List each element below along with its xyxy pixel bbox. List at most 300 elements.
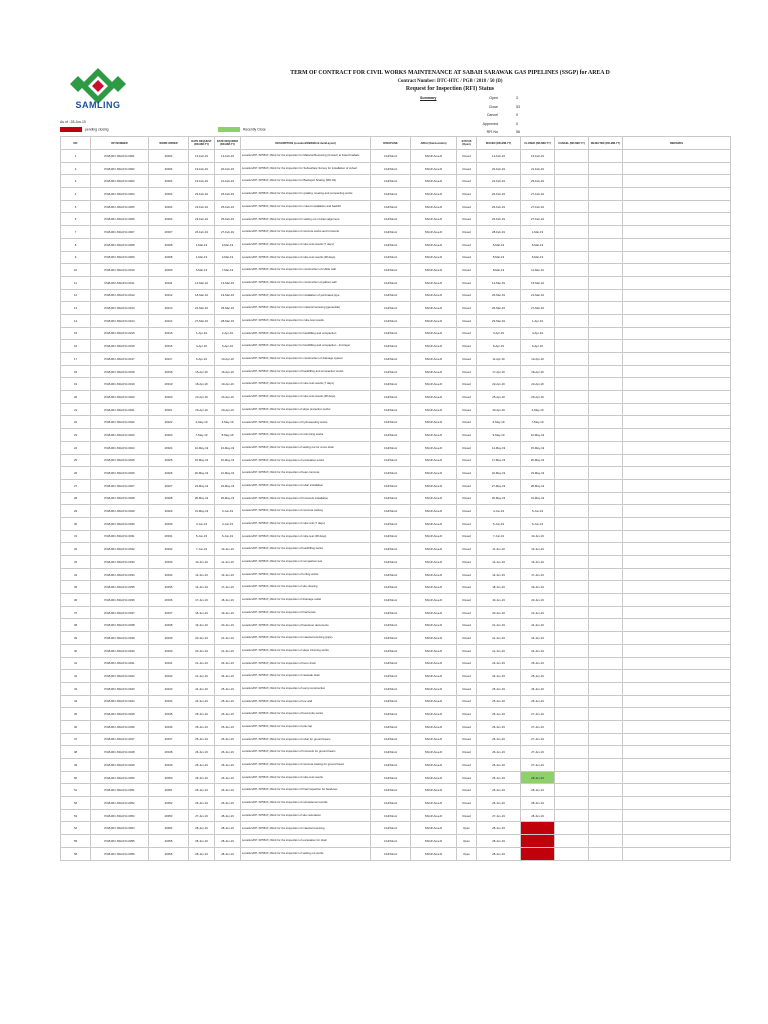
cell-desc: Location/KP: KP58.8 | Work for the inspection of hydroseeding works [241,416,371,429]
cell-desc: Location/KP: KP58.8 | Work for the inspection of cascade drain [241,670,371,683]
summary-row-label: Cancel [486,113,498,117]
cell-disc: Civil/Struct [371,175,411,188]
cell-issued: 22-Feb-19 [477,175,521,188]
cell-no: 6 [61,213,91,226]
cell-issued: 21-Jun-19 [477,632,521,645]
cell-disc: Civil/Struct [371,809,411,822]
cell-empty [623,175,731,188]
table-row [61,809,731,822]
table-row [61,391,731,404]
cell-req: 27-Jun-19 [189,809,215,822]
cell-wo: 20053 [149,809,189,822]
cell-disc: Civil/Struct [371,759,411,772]
cell-closed: 23-May-19 [521,467,555,480]
document-title: TERM OF CONTRACT FOR CIVIL WORKS MAINTENANCE AT SABAH SARAWAK GAS PIPELINES (SSGP) for AREA D [290,70,610,76]
cell-disc: Civil/Struct [371,200,411,213]
cell-req: 5-Jun-19 [189,530,215,543]
cell-no: 17 [61,353,91,366]
cell-empty [555,530,589,543]
cell-rfi: PGB-RFI-SSGP-D-0039 [91,632,149,645]
cell-rqd: 26-Jun-19 [215,733,241,746]
cell-rfi: PGB-RFI-SSGP-D-0024 [91,441,149,454]
cell-empty [623,340,731,353]
cell-no: 40 [61,644,91,657]
cell-rfi: PGB-RFI-SSGP-D-0043 [91,682,149,695]
cell-empty [555,568,589,581]
cell-wo: 20034 [149,568,189,581]
cell-wo: 20056 [149,847,189,860]
table-row [61,771,731,784]
cell-empty [623,733,731,746]
cell-status: Closed [457,441,477,454]
cell-empty [555,340,589,353]
cell-no: 19 [61,378,91,391]
summary-row [420,105,530,114]
cell-closed: 4-Apr-19 [521,327,555,340]
cell-status: Closed [457,264,477,277]
cell-req: 19-Feb-19 [189,175,215,188]
cell-empty [623,454,731,467]
cell-closed: 15-May-19 [521,441,555,454]
cell-issued: 9-May-19 [477,429,521,442]
cell-rfi: PGB-RFI-SSGP-D-0044 [91,695,149,708]
cell-issued: 14-Mar-19 [477,276,521,289]
cell-req: 31-May-19 [189,505,215,518]
cell-rfi: PGB-RFI-SSGP-D-0056 [91,847,149,860]
cell-rqd: 19-Apr-19 [215,378,241,391]
cell-desc: Location/KP: KP58.8 | Work for the inspection of toe wall [241,695,371,708]
cell-closed: 23-Apr-19 [521,378,555,391]
cell-desc: Location/KP: KP58.8 | Work for the inspection of setting out for cross drain [241,441,371,454]
cell-disc: Civil/Struct [371,289,411,302]
table-row [61,733,731,746]
column-header: NO [61,137,91,150]
cell-wo: 20009 [149,264,189,277]
cell-closed: 24-Jun-19 [521,644,555,657]
cell-desc: Location/KP: KP58.8 | Work for the inspection of pile cap [241,720,371,733]
cell-no: 27 [61,479,91,492]
cell-desc: Location/KP: KP58.8 | Work for the inspection of final inspection for handover [241,784,371,797]
cell-empty [589,441,623,454]
table-row [61,594,731,607]
cell-desc: Location/KP: KP58.8 | Work for the inspection of drainage outlet [241,594,371,607]
cell-no: 26 [61,467,91,480]
cell-empty [555,251,589,264]
cell-closed: 9-Apr-19 [521,340,555,353]
cell-rfi: PGB-RFI-SSGP-D-0023 [91,429,149,442]
table-row [61,695,731,708]
cell-rfi: PGB-RFI-SSGP-D-0030 [91,517,149,530]
cell-desc: Location/KP: KP58.8 | Work for the inspection of concrete works and formwork [241,226,371,239]
cell-disc: Civil/Struct [371,353,411,366]
cell-rfi: PGB-RFI-SSGP-D-0047 [91,733,149,746]
column-header: STATUS (Open) [457,137,477,150]
cell-empty [589,505,623,518]
cell-wo: 20013 [149,302,189,315]
cell-area: SSGP-Area D [411,568,457,581]
column-header: CANCEL (DD-MM-YY) [555,137,589,150]
cell-rfi: PGB-RFI-SSGP-D-0010 [91,264,149,277]
cell-disc: Civil/Struct [371,581,411,594]
cell-rqd: 26-Jun-19 [215,720,241,733]
cell-closed: 6-Mar-19 [521,238,555,251]
cell-status: Closed [457,746,477,759]
cell-status: Closed [457,492,477,505]
cell-closed: 26-Jun-19 [521,682,555,695]
summary-row-value: 0 [516,113,518,117]
cell-no: 15 [61,327,91,340]
cell-empty [589,835,623,848]
cell-rfi: PGB-RFI-SSGP-D-0034 [91,568,149,581]
cell-issued: 20-Jun-19 [477,606,521,619]
cell-no: 1 [61,150,91,163]
cell-area: SSGP-Area D [411,695,457,708]
cell-empty [555,644,589,657]
cell-empty [589,302,623,315]
cell-status: Closed [457,771,477,784]
cell-rqd: 28-Mar-19 [215,314,241,327]
cell-issued: 5-Mar-19 [477,238,521,251]
cell-rqd: 4-Mar-19 [215,251,241,264]
cell-req: 12-Mar-19 [189,276,215,289]
table-row [61,365,731,378]
cell-issued: 26-Jun-19 [477,746,521,759]
cell-issued: 26-Jun-19 [477,759,521,772]
summary-row-label: Close [488,104,498,109]
cell-empty [555,200,589,213]
summary-row [420,96,530,105]
cell-empty [555,505,589,518]
cell-empty [589,517,623,530]
cell-empty [623,264,731,277]
cell-rfi: PGB-RFI-SSGP-D-0017 [91,353,149,366]
cell-wo: 20038 [149,619,189,632]
cell-wo: 20016 [149,340,189,353]
cell-closed: 27-Jun-19 [521,733,555,746]
cell-desc: Location/KP: KP58.8 | Work for the inspection for backfilling and compaction - 2nd layer [241,340,371,353]
cell-empty [589,733,623,746]
cell-rqd: 25-Mar-19 [215,302,241,315]
cell-disc: Civil/Struct [371,251,411,264]
cell-rfi: PGB-RFI-SSGP-D-0032 [91,543,149,556]
cell-issued: 17-May-19 [477,454,521,467]
cell-disc: Civil/Struct [371,467,411,480]
cell-issued: 11-Jun-19 [477,543,521,556]
cell-status: Closed [457,759,477,772]
cell-empty [589,416,623,429]
cell-desc: Location/KP: KP58.8 | Work for the inspection of rebar installation [241,479,371,492]
cell-rfi: PGB-RFI-SSGP-D-0029 [91,505,149,518]
cell-wo: 20008 [149,238,189,251]
cell-empty [623,391,731,404]
cell-no: 54 [61,822,91,835]
legend-label-recent: Recently Close [243,127,266,132]
cell-rqd: 28-Jun-19 [215,822,241,835]
cell-empty [589,682,623,695]
table-row [61,797,731,810]
cell-disc: Civil/Struct [371,150,411,163]
cell-empty [623,200,731,213]
cell-rfi: PGB-RFI-SSGP-D-0011 [91,276,149,289]
cell-disc: Civil/Struct [371,543,411,556]
cell-status: Closed [457,302,477,315]
cell-rqd: 24-Jun-19 [215,657,241,670]
cell-wo: 20052 [149,797,189,810]
cell-wo: 20030 [149,517,189,530]
cell-desc: Location/KP: KP58.8 | Work for the inspection for Subsurface Survey for installation of culvert [241,162,371,175]
cell-no: 29 [61,505,91,518]
cell-issued: 12-Jun-19 [477,556,521,569]
cell-empty [589,175,623,188]
table-row [61,213,731,226]
cell-closed: 25-Jun-19 [521,657,555,670]
cell-rqd: 6-Jun-19 [215,530,241,543]
cell-area: SSGP-Area D [411,276,457,289]
cell-empty [555,809,589,822]
cell-empty [589,340,623,353]
cell-wo: 20033 [149,556,189,569]
table-row [61,467,731,480]
cell-empty [589,822,623,835]
cell-status: Closed [457,581,477,594]
cell-empty [623,353,731,366]
cell-empty [623,670,731,683]
cell-rqd: 14-Feb-19 [215,150,241,163]
cell-empty [555,670,589,683]
cell-wo: 20039 [149,632,189,645]
cell-issued: 25-Jun-19 [477,682,521,695]
cell-empty [555,479,589,492]
cell-no: 7 [61,226,91,239]
column-header: DATE REQUEST (DD-MM-YY) [189,137,215,150]
cell-empty [555,289,589,302]
cell-no: 41 [61,657,91,670]
cell-status: Closed [457,251,477,264]
cell-rqd: 5-Apr-19 [215,340,241,353]
cell-issued: 7-Jun-19 [477,530,521,543]
cell-rqd: 16-Apr-19 [215,365,241,378]
cell-status: Closed [457,594,477,607]
cell-closed: 11-Mar-19 [521,264,555,277]
cell-status: Closed [457,797,477,810]
cell-issued: 28-Jun-19 [477,822,521,835]
cell-disc: Civil/Struct [371,847,411,860]
cell-empty [555,733,589,746]
table-row [61,847,731,860]
cell-disc: Civil/Struct [371,492,411,505]
cell-rqd: 7-Mar-19 [215,264,241,277]
cell-issued: 11-Apr-19 [477,353,521,366]
cell-wo: 20054 [149,822,189,835]
cell-closed: 27-Jun-19 [521,759,555,772]
cell-empty [623,403,731,416]
cell-req: 26-Jun-19 [189,759,215,772]
cell-req: 7-May-19 [189,429,215,442]
cell-status: Closed [457,340,477,353]
cell-status: Closed [457,454,477,467]
cell-disc: Civil/Struct [371,619,411,632]
cell-closed: 27-Jun-19 [521,746,555,759]
cell-empty [555,429,589,442]
cell-wo: 20020 [149,391,189,404]
cell-empty [623,847,731,860]
cell-no: 42 [61,670,91,683]
cell-rfi: PGB-RFI-SSGP-D-0055 [91,835,149,848]
cell-empty [555,213,589,226]
cell-area: SSGP-Area D [411,467,457,480]
cell-empty [555,314,589,327]
cell-empty [555,543,589,556]
cell-closed: 27-Feb-19 [521,213,555,226]
cell-wo: 20049 [149,759,189,772]
cell-rqd: 13-May-19 [215,441,241,454]
column-header: DESCRIPTION (Location/WBS/Work item/Layout) [241,137,371,150]
column-header: CLOSED (DD-MM-YY) [521,137,555,150]
cell-empty [555,302,589,315]
cell-empty [555,835,589,848]
cell-no: 43 [61,682,91,695]
cell-area: SSGP-Area D [411,365,457,378]
cell-req: 21-Jun-19 [189,657,215,670]
cell-desc: Location/KP: KP58.8 | Work for the inspection for installation of perforated pipe [241,289,371,302]
cell-empty [623,213,731,226]
cell-empty [589,327,623,340]
cell-wo: 20045 [149,708,189,721]
table-row [61,441,731,454]
summary-row-value: 56 [516,130,520,134]
cell-rqd: 19-Mar-19 [215,289,241,302]
cell-no: 25 [61,454,91,467]
cell-empty [589,467,623,480]
cell-rfi: PGB-RFI-SSGP-D-0006 [91,213,149,226]
cell-issued: 21-Jun-19 [477,619,521,632]
cell-wo: 20008 [149,251,189,264]
cell-empty [623,594,731,607]
cell-empty [555,150,589,163]
cell-rfi: PGB-RFI-SSGP-D-0054 [91,822,149,835]
cell-empty [589,289,623,302]
cell-area: SSGP-Area D [411,784,457,797]
cell-empty [555,822,589,835]
cell-empty [589,809,623,822]
cell-issued: 26-Feb-19 [477,188,521,201]
cell-empty [623,581,731,594]
cell-no: 22 [61,416,91,429]
cell-issued: 29-Mar-19 [477,314,521,327]
cell-rfi: PGB-RFI-SSGP-D-0016 [91,340,149,353]
cell-disc: Civil/Struct [371,238,411,251]
table-row [61,340,731,353]
table-row [61,302,731,315]
cell-empty [555,517,589,530]
cell-disc: Civil/Struct [371,276,411,289]
cell-empty [589,657,623,670]
cell-empty [589,251,623,264]
cell-desc: Location/KP: KP58.8 | Work for the inspection for grading, leveling and compacting works [241,188,371,201]
cell-empty [555,441,589,454]
cell-req: 15-May-19 [189,454,215,467]
cell-area: SSGP-Area D [411,556,457,569]
cell-closed: 28-Jun-19 [521,809,555,822]
cell-no: 52 [61,797,91,810]
cell-disc: Civil/Struct [371,302,411,315]
cell-disc: Civil/Struct [371,835,411,848]
cell-empty [623,720,731,733]
cell-issued: 24-Jun-19 [477,670,521,683]
as-of-date: As of : 28-Jun-19 [60,120,86,124]
cell-disc: Civil/Struct [371,454,411,467]
cell-empty [589,314,623,327]
table-row [61,784,731,797]
cell-no: 10 [61,264,91,277]
legend-pending [60,127,109,132]
cell-rqd: 25-Feb-19 [215,188,241,201]
table-row [61,314,731,327]
cell-no: 33 [61,556,91,569]
cell-disc: Civil/Struct [371,797,411,810]
cell-rqd: 25-Feb-19 [215,200,241,213]
cell-no: 30 [61,517,91,530]
cell-wo: 20043 [149,682,189,695]
summary-row-label: RFI No [486,130,498,134]
cell-disc: Civil/Struct [371,682,411,695]
cell-desc: Location/KP: KP58.8 | Work for the inspection of sump construction [241,682,371,695]
cell-issued: 25-Apr-19 [477,391,521,404]
cell-status: Closed [457,213,477,226]
column-header: WORK ORDER [149,137,189,150]
cell-req: 9-Apr-19 [189,353,215,366]
legend-swatch-pending [60,127,82,132]
cell-status: Closed [457,467,477,480]
cell-desc: Location/KP: KP58.8 | Work for the inspection of excavation for drain [241,835,371,848]
cell-desc: Location/KP: KP58.8 | Work for the inspection of lean concrete [241,467,371,480]
cell-closed: 26-Jun-19 [521,695,555,708]
table-row [61,619,731,632]
cell-no: 2 [61,162,91,175]
cell-req: 26-Apr-19 [189,403,215,416]
table-row [61,175,731,188]
cell-issued: 28-Jun-19 [477,835,521,848]
cell-desc: Location/KP: KP58.8 | Work for the inspection of site clearing [241,581,371,594]
cell-rfi: PGB-RFI-SSGP-D-0019 [91,378,149,391]
cell-rfi: PGB-RFI-SSGP-D-0002 [91,162,149,175]
cell-area: SSGP-Area D [411,720,457,733]
cell-req: 20-Jun-19 [189,632,215,645]
cell-no: 28 [61,492,91,505]
cell-closed: 27-Mar-19 [521,302,555,315]
cell-issued: 21-Jun-19 [477,644,521,657]
table-row [61,403,731,416]
cell-issued: 8-Apr-19 [477,340,521,353]
cell-disc: Civil/Struct [371,403,411,416]
cell-empty [555,492,589,505]
cell-empty [555,416,589,429]
cell-rfi: PGB-RFI-SSGP-D-0046 [91,720,149,733]
cell-status: Closed [457,289,477,302]
cell-area: SSGP-Area D [411,594,457,607]
table-row [61,556,731,569]
cell-req: 1-Apr-19 [189,327,215,340]
column-header: ISSUED (DD-MM-YY) [477,137,521,150]
cell-status: Closed [457,657,477,670]
cell-disc: Civil/Struct [371,556,411,569]
cell-no: 3 [61,175,91,188]
cell-status: Closed [457,543,477,556]
cell-empty [555,657,589,670]
cell-issued: 4-Jun-19 [477,505,521,518]
cell-wo: 20019 [149,378,189,391]
cell-req: 23-Apr-19 [189,391,215,404]
